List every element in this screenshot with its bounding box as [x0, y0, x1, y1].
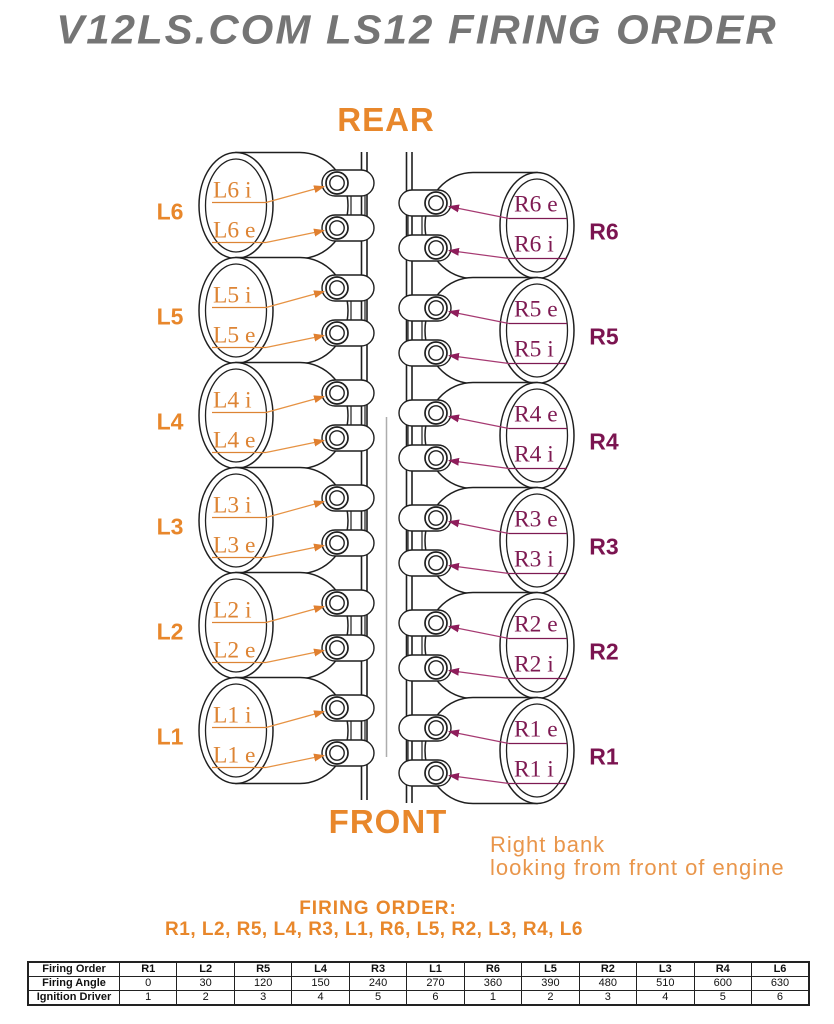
firing-table-cell: R5 [234, 962, 291, 977]
valve-circle-inner [330, 176, 344, 190]
valve-circle-inner [429, 616, 443, 630]
valve-connector [408, 741, 422, 761]
firing-table-cell: 4 [637, 991, 694, 1006]
valve-circle-inner [330, 596, 344, 610]
valve-circle-inner [429, 721, 443, 735]
firing-table-cell: 240 [349, 977, 406, 991]
firing-table-row [28, 977, 809, 991]
firing-order-sequence: R1, L2, R5, L4, R3, L1, R6, L5, R2, L3, R4, L6 [165, 919, 583, 940]
valve-label: L2 e [213, 637, 256, 664]
valve-circle-inner [330, 221, 344, 235]
firing-table-cell: R1 [120, 962, 177, 977]
valve-circle-inner [330, 641, 344, 655]
firing-table-cell: R2 [579, 962, 636, 977]
page-title: V12LS.COM LS12 FIRING ORDER [56, 6, 778, 53]
firing-table-cell: 360 [464, 977, 521, 991]
firing-table-cell: R3 [349, 962, 406, 977]
valve-circle-inner [330, 386, 344, 400]
valve-connector [351, 196, 365, 216]
cylinder-name-L1: L1 [156, 723, 184, 750]
cylinder-name-L4: L4 [156, 408, 184, 435]
firing-table [27, 961, 810, 1006]
valve-circle-inner [429, 556, 443, 570]
firing-table-cell: L2 [177, 962, 234, 977]
firing-table-row [28, 991, 809, 1006]
valve-circle-inner [429, 511, 443, 525]
firing-table-cell: 510 [637, 977, 694, 991]
valve-label: R6 e [514, 191, 558, 218]
valve-label: R4 i [514, 441, 554, 468]
valve-label: R4 e [514, 401, 558, 428]
valve-connector [408, 531, 422, 551]
firing-table-cell: 5 [694, 991, 751, 1006]
firing-table-cell: 5 [349, 991, 406, 1006]
valve-circle-inner [429, 196, 443, 210]
valve-label: L1 e [213, 742, 256, 769]
valve-connector [351, 301, 365, 321]
firing-table-cell: L5 [522, 962, 579, 977]
valve-circle-inner [429, 301, 443, 315]
right-bank-note [490, 833, 785, 879]
valve-label: L5 i [213, 282, 252, 309]
cylinder-name-L6: L6 [156, 198, 184, 225]
valve-connector [408, 216, 422, 236]
cylinder-name-L5: L5 [156, 303, 184, 330]
firing-table-cell: L3 [637, 962, 694, 977]
valve-circle-inner [429, 406, 443, 420]
valve-circle-inner [429, 661, 443, 675]
valve-label: R3 i [514, 546, 554, 573]
valve-connector [408, 636, 422, 656]
firing-table-cell: 4 [292, 991, 349, 1006]
valve-circle-inner [330, 326, 344, 340]
valve-connector [408, 426, 422, 446]
valve-circle-inner [330, 746, 344, 760]
firing-table-cell: 390 [522, 977, 579, 991]
valve-circle-inner [330, 491, 344, 505]
valve-label: R5 i [514, 336, 554, 363]
valve-circle-inner [330, 431, 344, 445]
valve-label: R6 i [514, 231, 554, 258]
firing-table-cell: 6 [751, 991, 809, 1006]
valve-label: R3 e [514, 506, 558, 533]
valve-connector [351, 511, 365, 531]
firing-table-cell: 30 [177, 977, 234, 991]
firing-table-row [28, 962, 809, 977]
firing-table-cell: 3 [234, 991, 291, 1006]
valve-connector [351, 616, 365, 636]
firing-table-cell: 630 [751, 977, 809, 991]
firing-table-row-header: Ignition Driver [28, 991, 120, 1006]
valve-label: L1 i [213, 702, 252, 729]
firing-table-cell: 3 [579, 991, 636, 1006]
valve-label: L4 i [213, 387, 252, 414]
firing-table-row-header: Firing Order [28, 962, 120, 977]
cylinder-name-R1: R1 [589, 743, 619, 770]
valve-circle-inner [330, 701, 344, 715]
valve-label: L3 i [213, 492, 252, 519]
firing-table-cell: 6 [407, 991, 464, 1006]
valve-label: L6 i [213, 177, 252, 204]
firing-table-cell: L1 [407, 962, 464, 977]
valve-label: L3 e [213, 532, 256, 559]
firing-table-cell: 2 [177, 991, 234, 1006]
valve-label: L4 e [213, 427, 256, 454]
firing-table-cell: 480 [579, 977, 636, 991]
front-label: FRONT [328, 803, 448, 840]
valve-circle-inner [429, 241, 443, 255]
firing-table-cell: L4 [292, 962, 349, 977]
valve-label: R5 e [514, 296, 558, 323]
valve-label: R2 i [514, 651, 554, 678]
valve-connector [408, 321, 422, 341]
firing-order-heading: FIRING ORDER: [299, 898, 457, 919]
firing-table-cell: 120 [234, 977, 291, 991]
valve-circle-inner [330, 536, 344, 550]
note-line-2: looking from front of engine [490, 855, 785, 880]
firing-table-cell: 1 [120, 991, 177, 1006]
valve-label: L6 e [213, 217, 256, 244]
firing-table-cell: 2 [522, 991, 579, 1006]
cylinder-name-L2: L2 [156, 618, 184, 645]
valve-label: R1 i [514, 756, 554, 783]
firing-table-cell: 270 [407, 977, 464, 991]
firing-table-cell: 600 [694, 977, 751, 991]
note-line-1: Right bank [490, 832, 606, 857]
cylinder-name-R2: R2 [589, 638, 619, 665]
cylinder-name-R5: R5 [589, 323, 619, 350]
firing-table-cell: 1 [464, 991, 521, 1006]
valve-label: R2 e [514, 611, 558, 638]
cylinder-name-R3: R3 [589, 533, 619, 560]
valve-connector [351, 406, 365, 426]
firing-table-row-header: Firing Angle [28, 977, 120, 991]
cylinder-name-R6: R6 [589, 218, 619, 245]
rear-label: REAR [337, 101, 435, 138]
firing-table-cell: 150 [292, 977, 349, 991]
cylinder-name-L3: L3 [156, 513, 184, 540]
valve-label: L5 e [213, 322, 256, 349]
valve-circle-inner [429, 766, 443, 780]
firing-table-cell: R4 [694, 962, 751, 977]
firing-table-cell: L6 [751, 962, 809, 977]
valve-connector [351, 721, 365, 741]
valve-circle-inner [429, 346, 443, 360]
valve-circle-inner [429, 451, 443, 465]
firing-table-cell: R6 [464, 962, 521, 977]
cylinder-name-R4: R4 [589, 428, 619, 455]
valve-circle-inner [330, 281, 344, 295]
valve-label: R1 e [514, 716, 558, 743]
firing-table-cell: 0 [120, 977, 177, 991]
valve-label: L2 i [213, 597, 252, 624]
